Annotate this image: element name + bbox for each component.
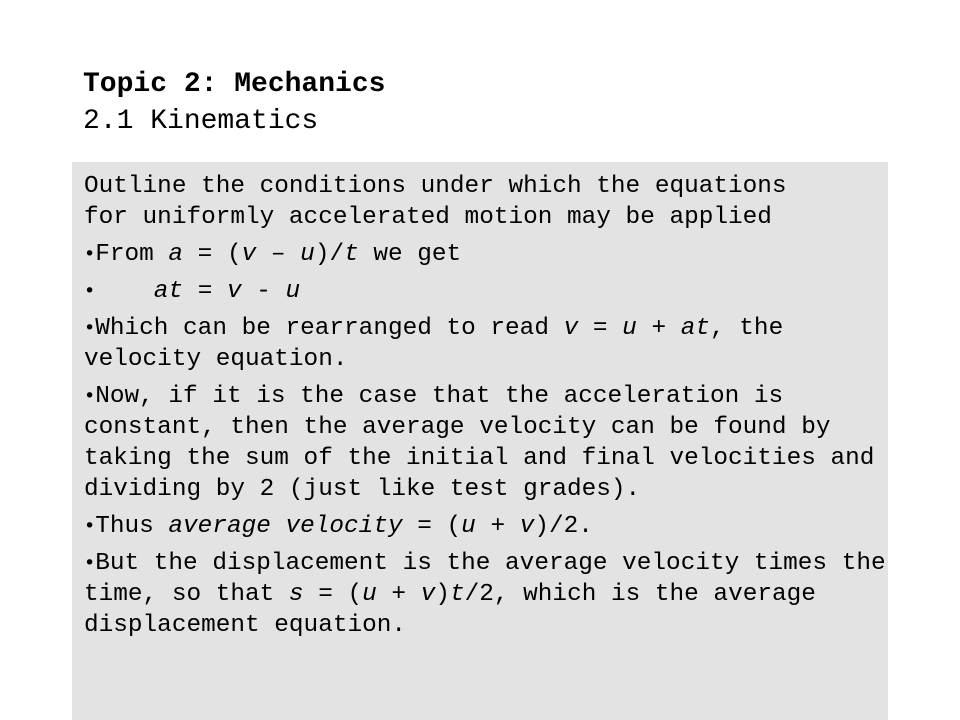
section-heading: 2.1 Kinematics [83,106,319,137]
bullet-text: But the displacement is the average velocity times the time, so that [84,550,901,608]
bullet-text: + [475,513,520,540]
bullet-item [84,313,888,375]
bullet-text: - [241,278,286,305]
bullet-text: Which can be rearranged to read [95,315,564,342]
slide-title [83,66,883,140]
bullet-text: ) [435,581,450,608]
bullet-text: , the velocity equation. [84,315,798,373]
bullet-text: = ( [402,513,462,540]
bullet-icon: • [84,317,96,339]
bullet-icon: • [84,515,96,537]
bullet-icon: • [84,552,96,574]
bullet-text: )/ [314,241,345,268]
bullet-text: we get [358,241,462,268]
bullet-icon: • [84,385,96,407]
math-symbol: u [285,278,301,305]
topic-heading: Topic 2: Mechanics [83,69,386,100]
math-symbol: t [344,241,359,268]
bullet-text: = ( [303,581,363,608]
math-symbol: u [362,581,377,608]
math-symbol: a [168,241,184,268]
bullet-text [95,278,154,305]
bullet-text: = [578,315,623,342]
math-symbol: u [300,241,315,268]
bullet-text: – [256,241,301,268]
bullet-text: Thus [95,513,169,540]
intro-text: Outline the conditions under which the equations for uniformly accelerated motion may be applied [84,173,787,231]
bullet-text: /2, which is the average displacement equation. [84,581,831,639]
bullet-text: + [636,315,681,342]
bullet-text: )/2. [534,513,593,540]
bullet-list [84,239,901,641]
bullet-item [84,239,888,270]
math-symbol: v [241,241,257,268]
bullet-text: = [183,278,227,305]
bullet-item [84,548,901,641]
math-symbol: v [226,278,242,305]
math-symbol: at [680,315,711,342]
bullet-item [84,381,888,505]
bullet-text: = ( [183,241,242,268]
math-symbol: v [563,315,579,342]
math-symbol: u [461,513,476,540]
bullet-text: From [95,241,169,268]
math-symbol: at [153,278,184,305]
math-symbol: v [420,581,436,608]
bullet-item [84,276,888,307]
content-box [72,162,901,720]
math-symbol: u [622,315,637,342]
bullet-text: + [376,581,421,608]
math-symbol: v [519,513,535,540]
math-symbol: t [449,581,465,608]
bullet-icon: • [84,280,96,302]
math-symbol: average velocity [168,513,403,540]
math-symbol: s [288,581,304,608]
bullet-icon: • [84,243,96,265]
bullet-item [84,511,888,542]
bullet-text: Now, if it is the case that the acceleration is constant, then the average velocity can be found by taking the sum of the initial and final velocities and dividing by 2 (just like test grades). [84,383,890,503]
